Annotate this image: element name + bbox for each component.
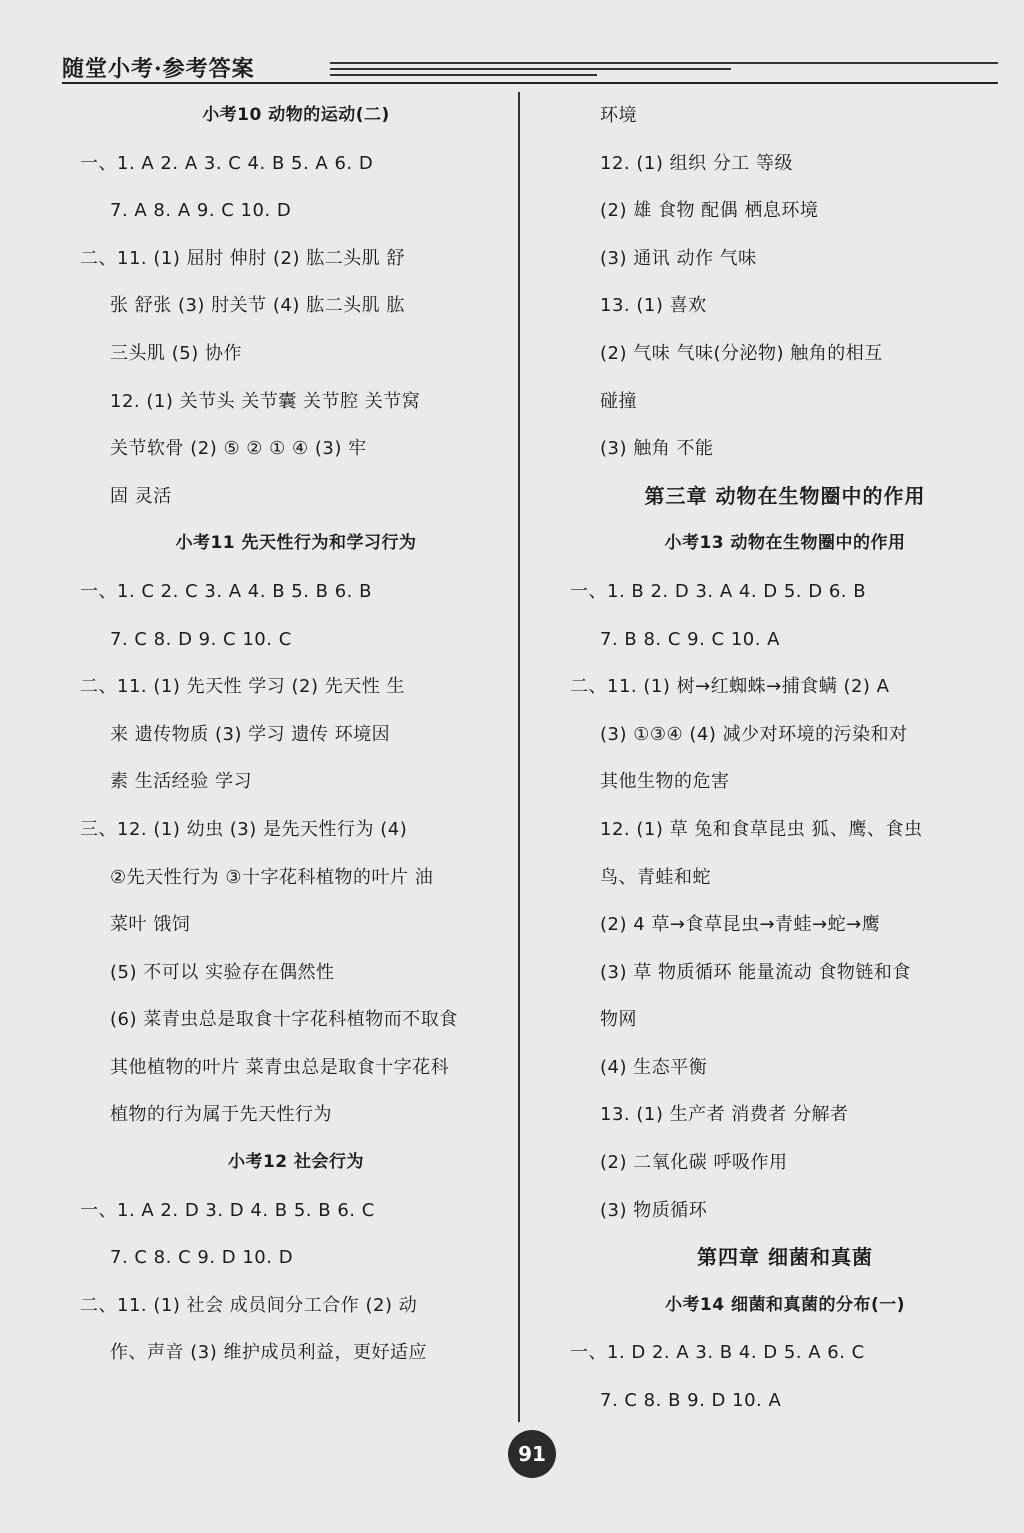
left-column [80, 92, 512, 1377]
section-heading: 小考13 动物在生物圈中的作用 [664, 533, 906, 554]
answer-line: (2) 气味 气味(分泌物) 触角的相互 [600, 342, 883, 364]
answer-line: (3) 触角 不能 [600, 438, 714, 460]
section-heading: 小考10 动物的运动(二) [202, 105, 390, 125]
answer-line: 二、11. (1) 先天性 学习 (2) 先天性 生 [80, 676, 405, 698]
answer-line: 其他生物的危害 [600, 771, 730, 793]
answer-line: (3) 物质循环 [600, 1199, 708, 1221]
answer-line: 植物的行为属于先天性行为 [110, 1104, 332, 1126]
answer-line: 7. B 8. C 9. C 10. A [600, 628, 780, 650]
answer-line: (6) 菜青虫总是取食十字花科植物而不取食 [110, 1009, 458, 1031]
answer-line: 固 灵活 [110, 485, 172, 507]
answer-line: 7. C 8. D 9. C 10. C [110, 628, 292, 650]
answer-line: 二、11. (1) 树→红蜘蛛→捕食螨 (2) A [570, 676, 890, 698]
answer-line: 7. A 8. A 9. C 10. D [110, 200, 292, 222]
answer-line: 一、1. B 2. D 3. A 4. D 5. D 6. B [570, 580, 867, 602]
section-heading: 小考14 细菌和真菌的分布(一) [664, 1294, 906, 1315]
answer-line: 12. (1) 关节头 关节囊 关节腔 关节窝 [110, 390, 421, 412]
answer-line: (5) 不可以 实验存在偶然性 [110, 961, 335, 983]
answer-line: ②先天性行为 ③十字花科植物的叶片 油 [110, 866, 434, 888]
page-number: 91 [508, 1430, 556, 1478]
answer-line: 一、1. A 2. D 3. D 4. B 5. B 6. C [80, 1199, 375, 1221]
answer-line: 13. (1) 生产者 消费者 分解者 [600, 1104, 849, 1126]
header-rule [62, 82, 998, 84]
answer-line: 来 遗传物质 (3) 学习 遗传 环境因 [110, 723, 391, 745]
answer-line: (3) ①③④ (4) 减少对环境的污染和对 [600, 723, 908, 745]
section-heading: 小考12 社会行为 [227, 1152, 365, 1173]
answer-line: 菜叶 饿饲 [110, 914, 191, 936]
answer-line: (2) 雄 食物 配偶 栖息环境 [600, 200, 819, 222]
answer-line: 三、12. (1) 幼虫 (3) 是先天性行为 (4) [80, 818, 408, 840]
answer-line: 关节软骨 (2) ⑤ ② ① ④ (3) 牢 [110, 438, 367, 460]
answer-line: (3) 通讯 动作 气味 [600, 247, 757, 269]
column-divider [518, 92, 520, 1422]
answer-line: 7. C 8. B 9. D 10. A [600, 1390, 782, 1412]
header-decoration [330, 62, 998, 80]
answer-line: 三头肌 (5) 协作 [110, 342, 242, 364]
answer-line: 二、11. (1) 社会 成员间分工合作 (2) 动 [80, 1294, 418, 1316]
answer-line: 12. (1) 草 兔和食草昆虫 狐、鹰、食虫 [600, 818, 923, 840]
answer-line: (4) 生态平衡 [600, 1056, 708, 1078]
answer-line: 作、声音 (3) 维护成员利益，更好适应 [110, 1342, 427, 1364]
answer-line: 鸟、青蛙和蛇 [600, 866, 711, 888]
right-column [570, 92, 1000, 1425]
answer-line: 物网 [600, 1009, 637, 1031]
header-title: 随堂小考·参考答案 [62, 56, 255, 82]
answer-line: 二、11. (1) 屈肘 伸肘 (2) 肱二头肌 舒 [80, 247, 405, 269]
answer-line: 一、1. C 2. C 3. A 4. B 5. B 6. B [80, 580, 372, 602]
section-heading: 小考11 先天性行为和学习行为 [175, 533, 417, 554]
answer-line: 一、1. A 2. A 3. C 4. B 5. A 6. D [80, 152, 374, 174]
answer-line: 环境 [600, 105, 637, 126]
answer-line: (3) 草 物质循环 能量流动 食物链和食 [600, 961, 911, 983]
answer-line: (2) 4 草→食草昆虫→青蛙→蛇→鹰 [600, 914, 881, 936]
answer-line: 碰撞 [600, 390, 637, 412]
chapter-heading: 第三章 动物在生物圈中的作用 [644, 483, 926, 508]
answer-line: 其他植物的叶片 菜青虫总是取食十字花科 [110, 1056, 450, 1078]
answer-line: 12. (1) 组织 分工 等级 [600, 152, 794, 174]
answer-line: 13. (1) 喜欢 [600, 295, 707, 317]
answer-line: (2) 二氧化碳 呼吸作用 [600, 1152, 788, 1174]
answer-line: 张 舒张 (3) 肘关节 (4) 肱二头肌 肱 [110, 295, 405, 317]
answer-line: 一、1. D 2. A 3. B 4. D 5. A 6. C [570, 1342, 865, 1364]
answer-line: 7. C 8. C 9. D 10. D [110, 1247, 294, 1269]
chapter-heading: 第四章 细菌和真菌 [697, 1245, 873, 1270]
answer-line: 素 生活经验 学习 [110, 771, 252, 793]
